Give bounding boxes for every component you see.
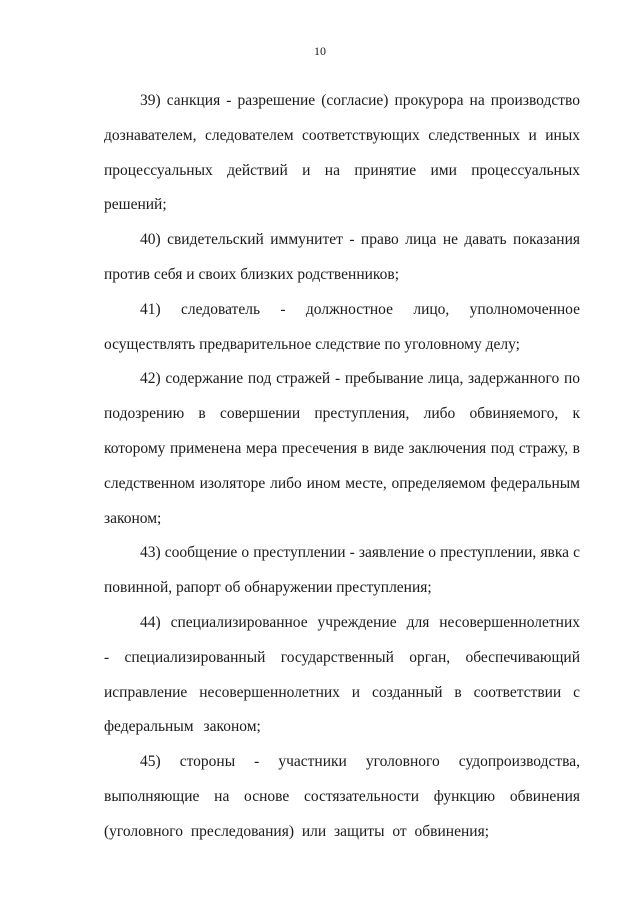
definition-paragraph-43: 43) сообщение о преступлении - заявление о преступлении, явка с повинной, рапорт об обнаружении преступления; bbox=[104, 544, 580, 597]
definition-paragraph-45: 45) стороны - участники уголовного судопроизводства, выполняющие на основе состязательности функцию обвинения (уголовного преследования) или защиты от обвинения; bbox=[104, 753, 580, 840]
definition-paragraph-39: 39) санкция - разрешение (согласие) прокурора на производство дознавателем, следователем соответствующих следственных и иных процессуальных действий и на принятие ими процессуальных решений; bbox=[104, 92, 580, 214]
page-number: 10 bbox=[314, 44, 326, 58]
definition-paragraph-42: 42) содержание под стражей - пребывание лица, задержанного по подозрению в совершении преступления, либо обвиняемого, к которому применена мера пресечения в виде заключения под стражу, в следственном изоляторе либо ином месте, определяемом федеральным законом; bbox=[104, 370, 580, 527]
document-body bbox=[104, 84, 580, 850]
definition-paragraph-44: 44) специализированное учреждение для несовершеннолетних - специализированный государственный орган, обеспечивающий исправление несовершеннолетних и созданный в соответствии с федеральным законом; bbox=[104, 613, 580, 736]
definition-paragraph-40: 40) свидетельский иммунитет - право лица не давать показания против себя и своих близких родственников; bbox=[104, 231, 580, 283]
definition-paragraph-41: 41) следователь - должностное лицо, уполномоченное осуществлять предварительное следствие по уголовному делу; bbox=[104, 300, 580, 353]
